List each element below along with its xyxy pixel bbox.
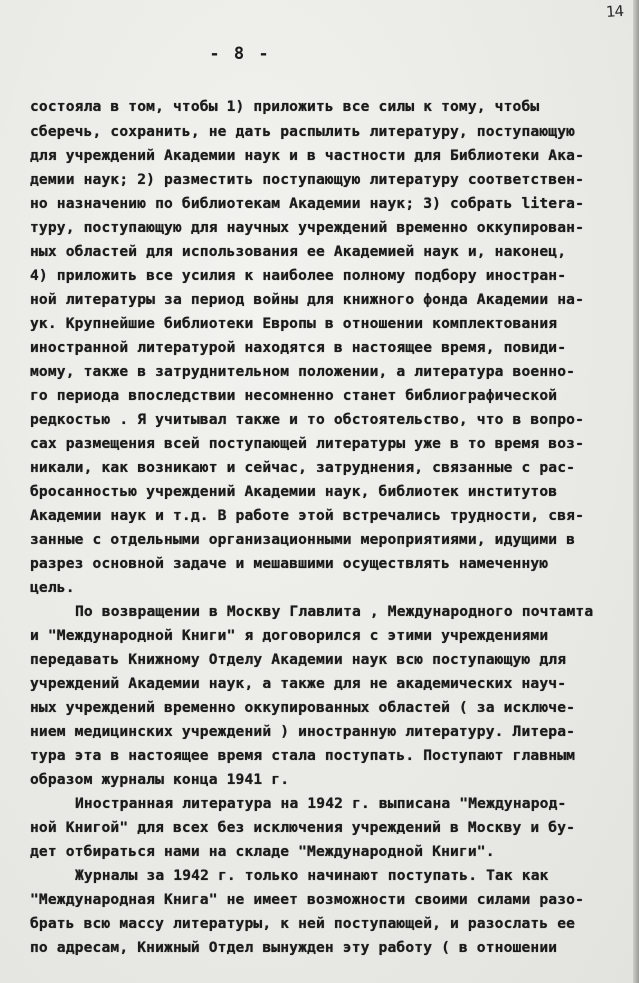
text-line: ных учреждений временно оккупированных областей ( за исключе-	[30, 699, 576, 716]
text-line: иностранной литературой находятся в настоящее время, повиди-	[30, 339, 567, 356]
text-line: ных областей для использования ее Академией наук и, наконец,	[30, 243, 567, 260]
text-line: Академии наук и т.д. В работе этой встречались трудности, свя-	[30, 507, 585, 524]
text-line: го периода впоследствии несомненно станет библиографической	[30, 387, 558, 404]
text-line: брать всю массу литературы, к ней поступающей, и разослать ее	[30, 915, 576, 932]
text-line: демии наук; 2) разместить поступающую литературу соответствен-	[30, 171, 585, 188]
text-line: ной литературы за период войны для книжного фонда Академии на-	[30, 291, 585, 308]
text-line: разрез основной задаче и мешавшими осуществлять намеченную	[30, 555, 549, 572]
text-line: Иностранная литература на 1942 г. выписана "Международ-	[75, 795, 567, 812]
text-line: "Международная Книга" не имеет возможности своими силами разо-	[30, 891, 585, 908]
text-line: и "Международной Книги" я договорился с этими учреждениями	[30, 627, 549, 644]
text-line: тура эта в настоящее время стала поступать. Поступают главным	[30, 747, 576, 764]
text-line: цель.	[30, 579, 75, 596]
text-line: по адресам, Книжный Отдел вынужден эту работу ( в отношении	[30, 939, 558, 956]
text-line: но назначению по библиотекам Академии наук; 3) собрать litera-	[30, 195, 585, 212]
text-line: бросанностью учреждений Академии наук, библиотек институтов	[30, 483, 558, 500]
text-line: учреждений Академии наук, а также для не академических науч-	[30, 675, 567, 692]
text-line: По возвращении в Москву Главлита , Международного почтамта	[75, 603, 594, 620]
archive-page-number: 14	[605, 1, 624, 22]
text-line: сах размещения всей поступающей литературы уже в то время воз-	[30, 435, 585, 452]
text-line: дет отбираться нами на складе "Международной Книги".	[30, 843, 495, 860]
text-line: мому, также в затруднительном положении, а литература военно-	[30, 363, 576, 380]
page-edge-shadow	[633, 0, 639, 983]
text-line: нием медицинских учреждений ) иностранную литературу. Литера-	[30, 723, 576, 740]
page-number: - 8 -	[209, 44, 271, 64]
text-line: редкостью . Я учитывал также и то обстоятельство, что в вопро-	[30, 411, 585, 428]
text-line: никали, как возникают и сейчас, затруднения, связанные с рас-	[30, 459, 576, 476]
text-line: образом журналы конца 1941 г.	[30, 771, 290, 788]
text-line: 4) приложить все усилия к наиболее полному подбору иностран-	[30, 267, 567, 284]
text-line: сберечь, сохранить, не дать распылить литературу, поступающую	[30, 123, 576, 140]
text-line: ной Книгой" для всех без исключения учреждений в Москву и бу-	[30, 819, 576, 836]
text-line: ук. Крупнейшие библиотеки Европы в отношении комплектования	[30, 315, 558, 332]
text-line: туру, поступающую для научных учреждений временно оккупирован-	[30, 219, 585, 236]
text-line: занные с отдельными организационными мероприятиями, идущими в	[30, 531, 576, 548]
text-line: для учреждений Академии наук и в частности для Библиотеки Ака-	[30, 147, 585, 164]
text-line: передавать Книжному Отделу Академии наук всю поступающую для	[30, 651, 567, 668]
text-line: Журналы за 1942 г. только начинают поступать. Так как	[75, 867, 549, 884]
text-line: состояла в том, чтобы 1) приложить все силы к тому, чтобы	[30, 98, 540, 115]
